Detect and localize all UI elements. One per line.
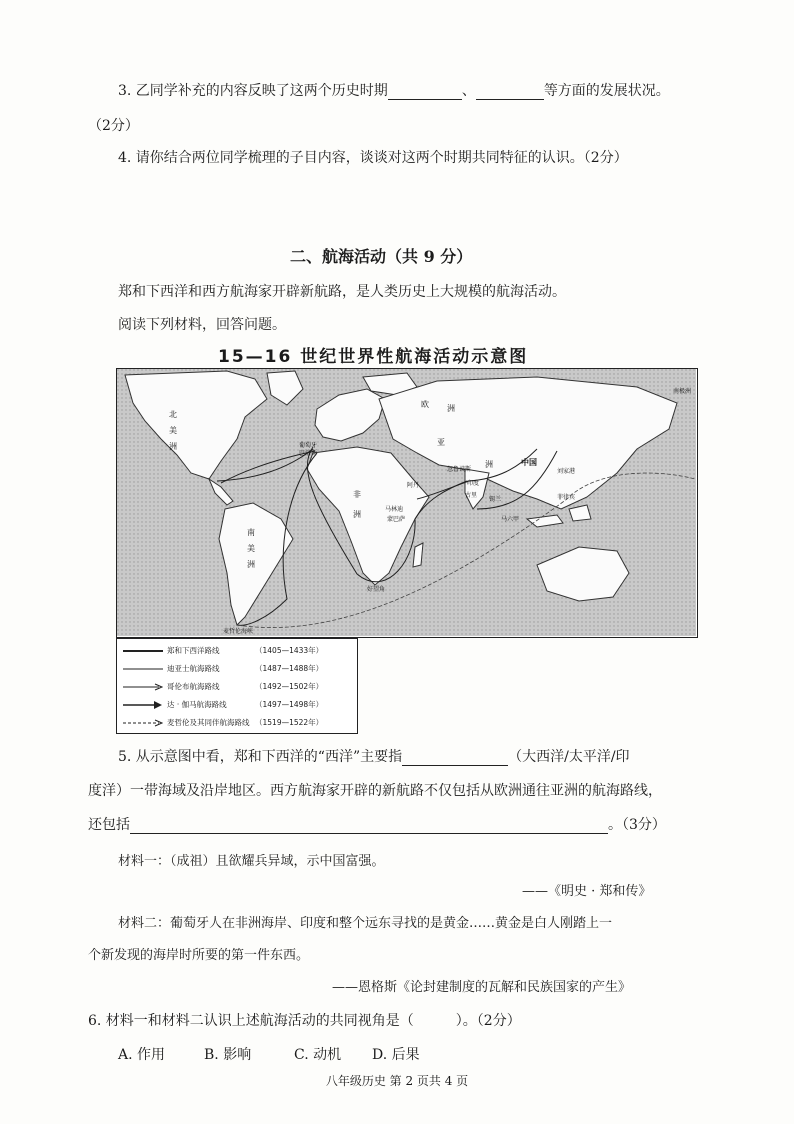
label-south-america-2: 美	[247, 544, 255, 553]
label-africa-1: 非	[353, 490, 361, 499]
q3-sep: 、	[461, 83, 476, 99]
label-antarctic: 南极洲	[673, 388, 692, 395]
label-moluccas: 马六甲	[501, 516, 520, 523]
option-b[interactable]: B. 影响	[204, 1047, 252, 1063]
material-1: 材料一：（成祖）且欲耀兵异域，示中国富强。	[118, 854, 385, 869]
option-c[interactable]: C. 动机	[294, 1047, 342, 1063]
label-north-america-2: 美	[169, 426, 177, 435]
option-a[interactable]: A. 作用	[118, 1047, 166, 1063]
label-calicut: 古里	[465, 492, 478, 499]
q3-line	[118, 80, 670, 100]
map-legend	[116, 638, 358, 734]
section-title: 二、航海活动（共 9 分）	[290, 247, 473, 266]
label-philippines: 菲律宾	[557, 494, 576, 501]
label-cape: 好望角	[367, 586, 386, 593]
legend-columbus-name: 哥伦布航海路线	[167, 682, 220, 691]
label-asia-1: 亚	[437, 438, 445, 447]
label-ormuz: 忽鲁谟斯	[447, 466, 472, 473]
section-instruction: 阅读下列材料，回答问题。	[118, 317, 286, 333]
q3-answer-blank-1[interactable]	[388, 84, 462, 100]
label-europe-1: 欧	[421, 400, 429, 409]
map-title: 15—16 世纪世界性航海活动示意图	[218, 347, 529, 367]
q5-line3-a: 还包括	[88, 817, 130, 833]
q3-score: （2分）	[88, 118, 139, 134]
label-malindi: 马林迪	[385, 506, 404, 513]
legend-columbus-years: （1492—1502年）	[255, 682, 324, 691]
label-india: 印度	[467, 480, 480, 487]
world-map-image	[117, 369, 696, 636]
world-map	[116, 368, 698, 638]
q5-text-a: 5. 从示意图中看，郑和下西洋的“西洋”主要指	[118, 749, 403, 765]
option-d[interactable]: D. 后果	[372, 1047, 420, 1063]
legend-dagama-name: 达 · 伽马航海路线	[167, 700, 227, 709]
legend-magellan-years: （1519—1522年）	[255, 718, 324, 727]
legend-magellan-name: 麦哲伦及其同伴航海路线	[167, 718, 250, 727]
q3-text-a: 3. 乙同学补充的内容反映了这两个历史时期	[118, 83, 388, 99]
page-footer: 八年级历史 第 2 页共 4 页	[325, 1074, 469, 1088]
label-north-america-1: 北	[169, 410, 177, 419]
label-africa-2: 洲	[353, 510, 361, 519]
q5-line-1	[118, 746, 630, 766]
legend-dagama-years: （1497—1498年）	[255, 700, 324, 709]
label-aden: 阿丹	[407, 482, 420, 489]
q5-text-b: （大西洋/太平洋/印	[508, 749, 630, 765]
material-1-source: ——《明史 · 郑和传》	[522, 884, 652, 899]
label-south-america-3: 洲	[247, 560, 255, 569]
label-liujiagang: 刘家港	[557, 468, 576, 475]
label-south-america-1: 南	[247, 528, 255, 537]
material-2-line-2: 个新发现的海岸时所要的第一件东西。	[88, 948, 310, 963]
legend-zhenghe-years: （1405—1433年）	[255, 646, 324, 655]
q5-answer-blank-2[interactable]	[130, 818, 608, 834]
legend-dias-years: （1487—1488年）	[255, 664, 324, 673]
q4-line: 4. 请你结合两位同学梳理的子目内容，谈谈对这两个时期共同特征的认识。（2分）	[118, 150, 628, 166]
label-europe-2: 洲	[447, 404, 455, 413]
q5-line3-b: 。（3分）	[608, 817, 666, 833]
q3-text-b: 等方面的发展状况。	[543, 83, 670, 99]
material-2-line-1: 材料二：葡萄牙人在非洲海岸、印度和整个远东寻找的是黄金……黄金是白人刚踏上一	[118, 916, 613, 931]
label-palos: 巴洛斯	[299, 450, 318, 457]
q5-line-3	[88, 814, 666, 834]
label-china: 中国	[521, 458, 537, 467]
section-intro: 郑和下西洋和西方航海家开辟新航路，是人类历史上大规模的航海活动。	[118, 284, 566, 300]
legend-dias-name: 迪亚士航海路线	[167, 664, 220, 673]
label-north-america-3: 洲	[169, 442, 177, 451]
label-ceylon: 锡兰	[489, 496, 502, 503]
label-mombasa: 蒙巴萨	[387, 516, 406, 523]
label-lisbon: 葡萄牙	[299, 442, 318, 449]
q5-answer-blank-1[interactable]	[402, 750, 508, 766]
q6-line: 6. 材料一和材料二认识上述航海活动的共同视角是（ ）。（2分）	[88, 1013, 521, 1029]
material-2-source: ——恩格斯《论封建制度的瓦解和民族国家的产生》	[332, 980, 632, 995]
label-strait: 麦哲伦海峡	[223, 628, 254, 635]
legend-zhenghe-name: 郑和下西洋路线	[167, 646, 220, 655]
q3-answer-blank-2[interactable]	[476, 84, 544, 100]
q5-line-2: 度洋）一带海域及沿岸地区。西方航海家开辟的新航路不仅包括从欧洲通往亚洲的航海路线，	[88, 783, 662, 799]
label-asia-2: 洲	[485, 460, 493, 469]
